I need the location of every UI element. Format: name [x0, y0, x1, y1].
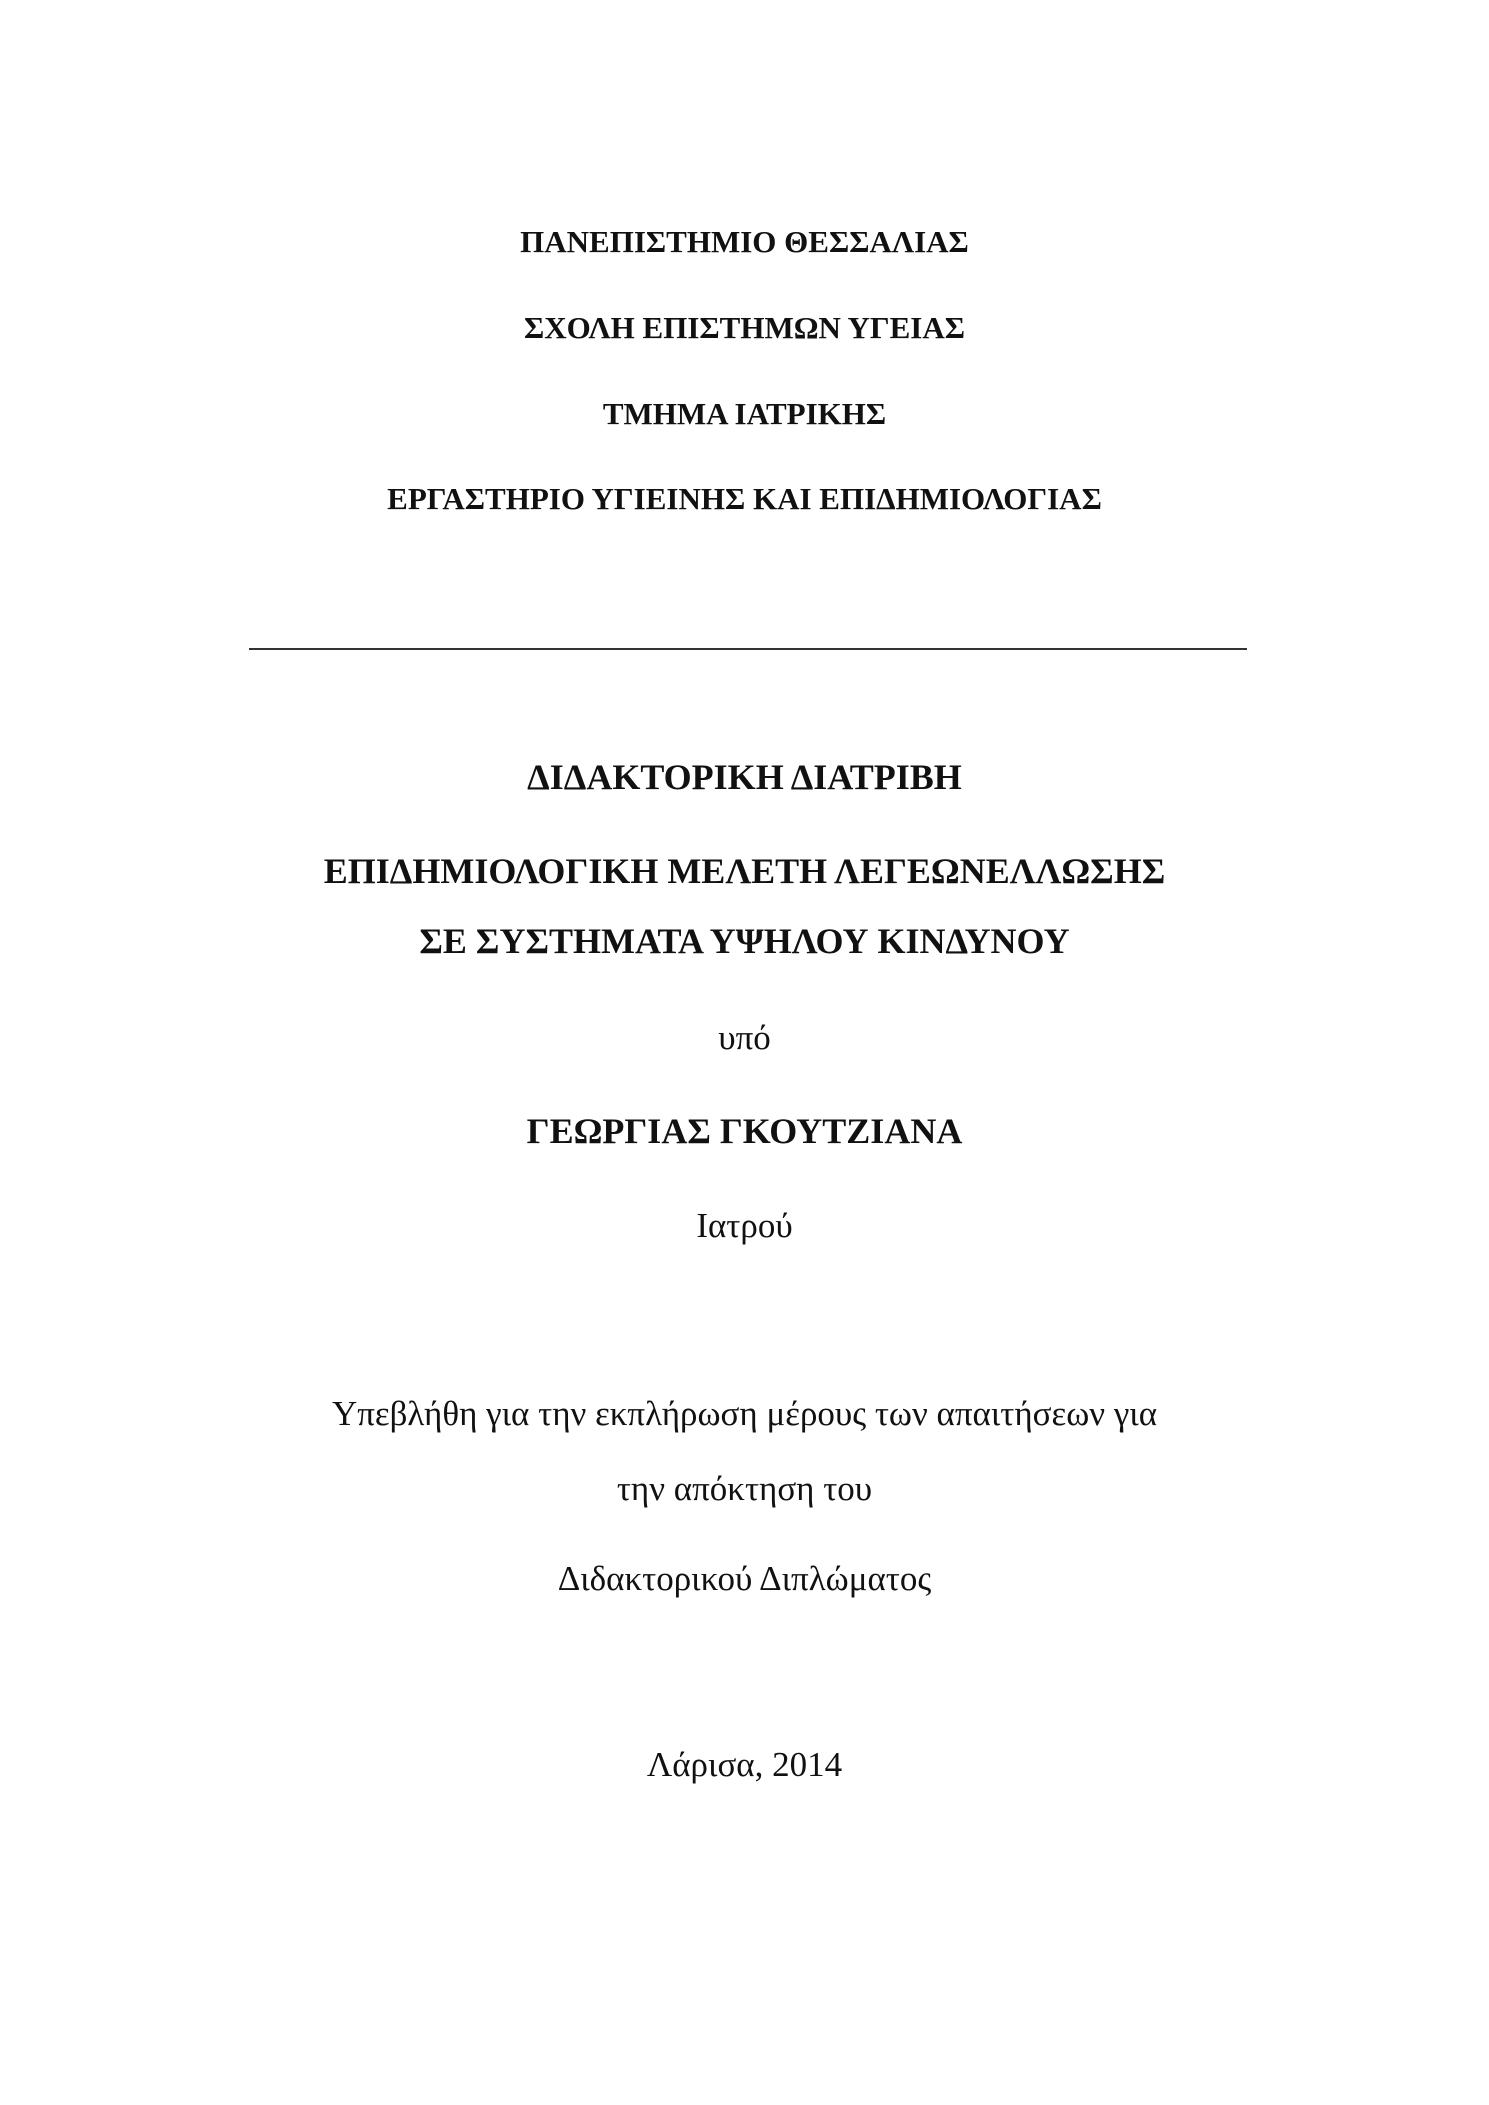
- department-name: ΤΜΗΜΑ ΙΑΤΡΙΚΗΣ: [602, 396, 887, 431]
- thesis-type: ΔΙΔΑΚΤΟΡΙΚΗ ΔΙΑΤΡΙΒΗ: [527, 757, 962, 797]
- thesis-title-line-1: ΕΠΙΔΗΜΙΟΛΟΓΙΚΗ ΜΕΛΕΤΗ ΛΕΓΕΩΝΕΛΛΩΣΗΣ: [323, 851, 1166, 891]
- submission-statement-line-2: την απόκτηση του: [616, 1469, 873, 1508]
- laboratory-name: ΕΡΓΑΣΤΗΡΙΟ ΥΓΙΕΙΝΗΣ ΚΑΙ ΕΠΙΔΗΜΙΟΛΟΓΙΑΣ: [387, 481, 1102, 516]
- school-name: ΣΧΟΛΗ ΕΠΙΣΤΗΜΩΝ ΥΓΕΙΑΣ: [523, 310, 966, 345]
- degree-name: Διδακτορικού Διπλώματος: [557, 1559, 932, 1598]
- thesis-title-line-2: ΣΕ ΣΥΣΤΗΜΑΤΑ ΥΨΗΛΟΥ ΚΙΝΔΥΝΟΥ: [419, 921, 1070, 961]
- author-title: Ιατρού: [696, 1206, 793, 1245]
- submission-statement-line-1: Υπεβλήθη για την εκπλήρωση μέρους των απαιτήσεων για: [331, 1394, 1158, 1433]
- university-name: ΠΑΝΕΠΙΣΤΗΜΙΟ ΘΕΣΣΑΛΙΑΣ: [520, 224, 969, 259]
- by-label: υπό: [718, 1018, 771, 1057]
- author-name: ΓΕΩΡΓΙΑΣ ΓΚΟΥΤΖΙΑΝΑ: [526, 1111, 963, 1151]
- place-and-date: Λάρισα, 2014: [646, 1745, 843, 1784]
- horizontal-divider: [249, 648, 1247, 650]
